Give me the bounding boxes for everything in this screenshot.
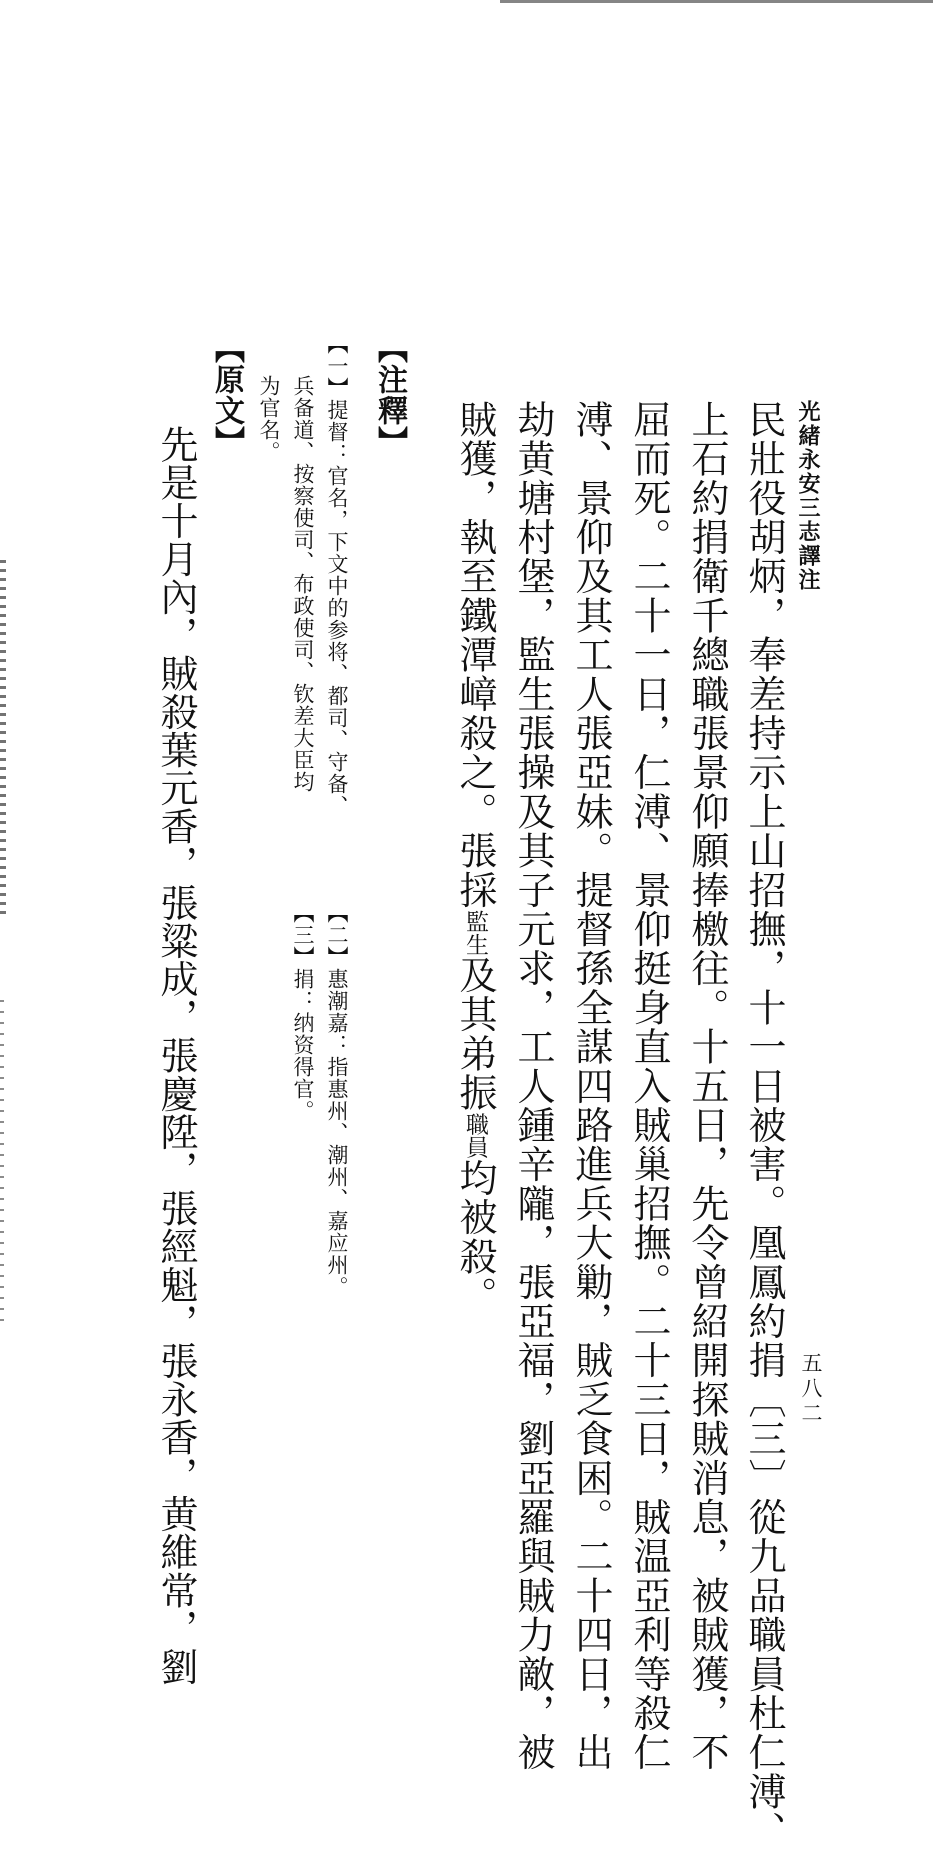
note-1-continuation-2: 为官名。 (257, 375, 281, 463)
notes-heading: 【注釋】 (372, 333, 407, 457)
scan-top-edge (500, 0, 933, 3)
inline-annotation: 監生 (462, 909, 488, 956)
page-number: 五八二 (799, 1352, 823, 1427)
note-3: 【三】捐：纳资得官。 (291, 902, 315, 1122)
main-text-segment: 賊獲，執至鐵潭嶂殺之。張採 (453, 400, 497, 910)
original-text-heading: 【原文】 (209, 333, 244, 457)
running-head: 光緒永安三志譯注 (795, 400, 821, 592)
main-text-column-4: 溥、景仰及其工人張亞妹。提督孫全謀四路進兵大勦，賊乏食困。二十四日，出 (569, 400, 613, 1772)
note-2: 【二】惠潮嘉：指惠州、潮州、嘉应州。 (325, 902, 349, 1298)
main-text-column-2: 上石約捐衛千總職張景仰願捧檄往。十五日，先令曾紹開探賊消息，被賊獲，不 (685, 400, 729, 1772)
main-text-column-3: 屈而死。二十一日，仁溥、景仰挺身直入賊巢招撫。二十三日，賊温亞利等殺仁 (627, 400, 671, 1772)
scan-binding-edge (0, 560, 6, 920)
main-text-column-6 (453, 400, 497, 1316)
main-text-column-1: 民壯役胡炳，奉差持示上山招撫，十一日被害。凰鳳約捐〔三〕從九品職員杜仁溥、 (742, 400, 786, 1850)
main-text-segment: 均被殺。 (453, 1158, 497, 1316)
note-1: 【一】提督：官名，下文中的参将、都司、守备、 (325, 333, 349, 817)
main-text-segment: 及其弟振 (453, 955, 497, 1113)
note-1-continuation: 兵备道、按察使司、布政使司、钦差大臣均 (291, 375, 315, 793)
scan-binding-edge-lower (0, 1000, 4, 1330)
inline-annotation: 職員 (462, 1112, 488, 1159)
original-text-column: 先是十月內，賊殺葉元香，張粱成，張慶陞，張經魁，張永香，黄維常，劉 (154, 425, 198, 1686)
main-text-column-5: 劫黄塘村堡，監生張操及其子元求，工人鍾辛隴，張亞福，劉亞羅與賊力敵，被 (511, 400, 555, 1772)
